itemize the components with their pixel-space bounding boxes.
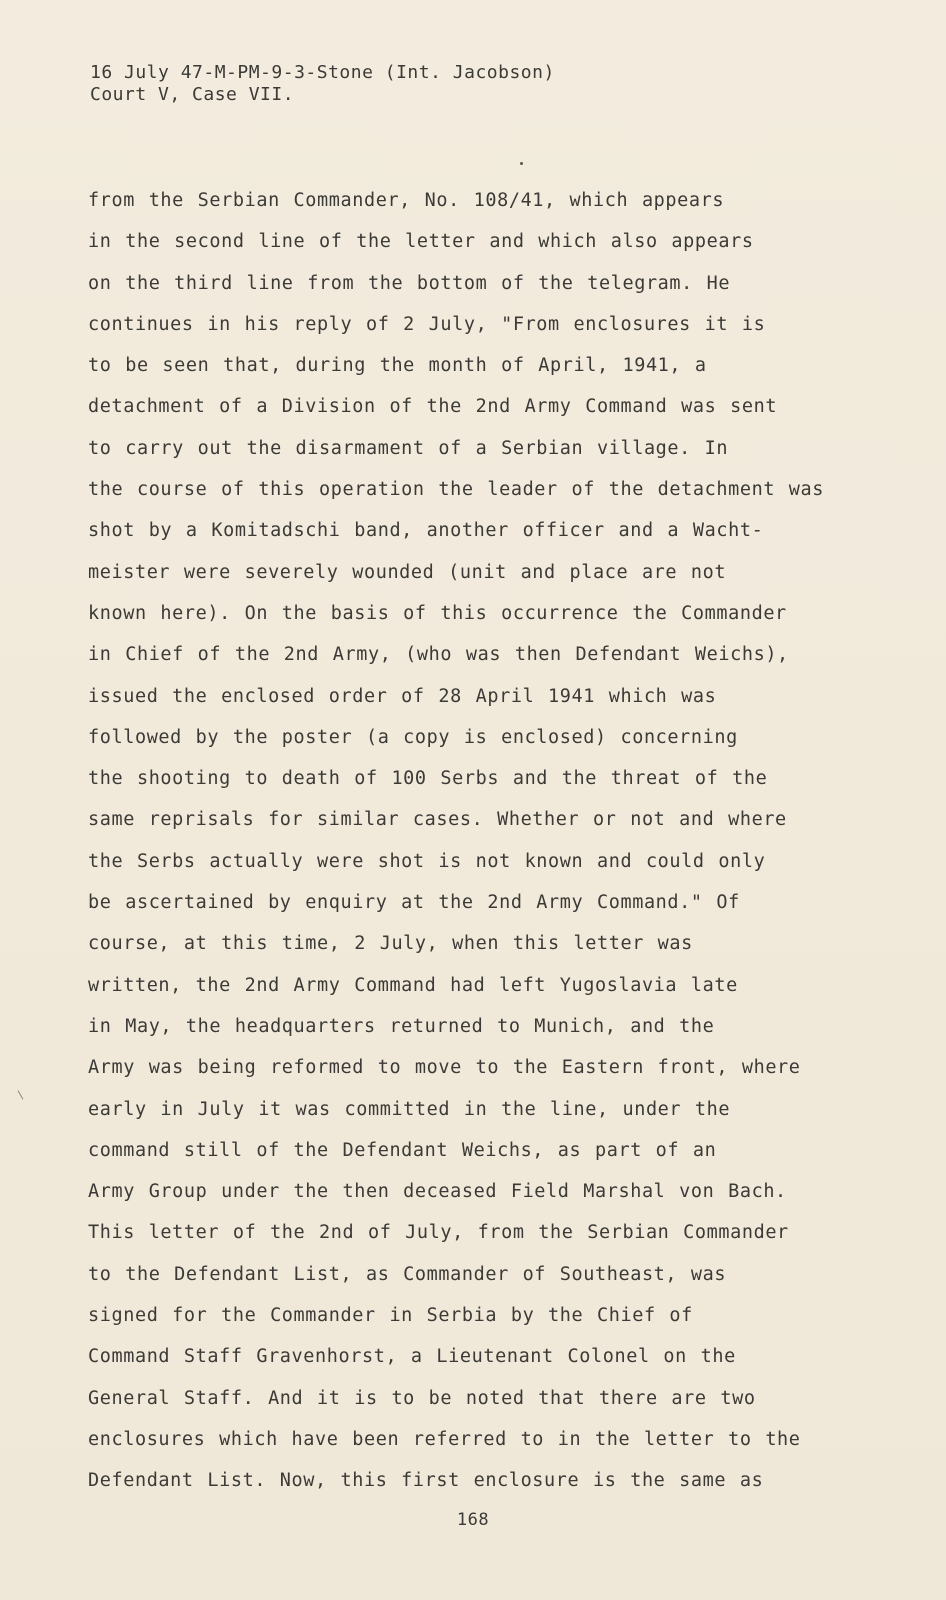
body-line: command still of the Defendant Weichs, as part of an	[88, 1139, 717, 1161]
body-line: the shooting to death of 100 Serbs and the threat of the	[88, 768, 768, 790]
body-line: from the Serbian Commander, No. 108/41, which appears	[88, 190, 725, 211]
body-line: known here). On the basis of this occurrence the Commander	[88, 602, 787, 624]
body-line: Defendant List. Now, this first enclosure is the same as	[88, 1470, 764, 1492]
body-text	[88, 180, 938, 1502]
body-line: course, at this time, 2 July, when this letter was	[88, 933, 693, 955]
body-line: signed for the Commander in Serbia by the Chief of	[88, 1305, 693, 1327]
body-line: in Chief of the 2nd Army, (who was then Defendant Weichs),	[88, 644, 789, 666]
body-line: enclosures which have been referred to in the letter to the	[88, 1428, 801, 1450]
body-line: detachment of a Division of the 2nd Army Command was sent	[88, 396, 778, 418]
body-line: early in July it was committed in the line, under the	[88, 1098, 731, 1120]
page-number: 168	[456, 1510, 490, 1530]
body-line: General Staff. And it is to be noted that there are two	[88, 1387, 756, 1409]
header-line-1: 16 July 47-M-PM-9-3-Stone (Int. Jacobson)	[90, 62, 555, 83]
body-line: Command Staff Gravenhorst, a Lieutenant Colonel on the	[88, 1346, 736, 1368]
body-line: This letter of the 2nd of July, from the Serbian Commander	[88, 1222, 789, 1244]
body-line: issued the enclosed order of 28 April 1941 which was	[88, 685, 717, 707]
header-line-2: Court V, Case VII.	[90, 84, 295, 105]
body-line: to carry out the disarmament of a Serbian village. In	[88, 437, 729, 459]
body-line: continues in his reply of 2 July, "From enclosures it is	[88, 313, 766, 335]
margin-mark	[18, 1090, 24, 1099]
body-line: to be seen that, during the month of April, 1941, a	[88, 355, 707, 377]
body-line: the course of this operation the leader of the detachment was	[88, 479, 825, 501]
body-line: same reprisals for similar cases. Whether or not and where	[88, 809, 787, 831]
body-line: be ascertained by enquiry at the 2nd Army Command." Of	[88, 892, 740, 914]
body-line: written, the 2nd Army Command had left Yugoslavia late	[88, 974, 738, 996]
body-line: in the second line of the letter and which also appears	[88, 231, 754, 253]
body-line: the Serbs actually were shot is not known and could only	[88, 850, 766, 872]
body-line: followed by the poster (a copy is enclosed) concerning	[88, 726, 738, 748]
body-line: meister were severely wounded (unit and place are not	[88, 561, 727, 583]
stray-mark	[520, 162, 523, 165]
body-line: Army was being reformed to move to the Eastern front, where	[88, 1057, 801, 1079]
document-header	[90, 62, 555, 106]
body-line: Army Group under the then deceased Field Marshal von Bach.	[88, 1181, 787, 1203]
body-line: on the third line from the bottom of the telegram. He	[88, 272, 731, 294]
body-line: shot by a Komitadschi band, another officer and a Wacht-	[88, 520, 764, 542]
body-line: to the Defendant List, as Commander of Southeast, was	[88, 1263, 727, 1285]
body-line: in May, the headquarters returned to Munich, and the	[88, 1015, 715, 1037]
